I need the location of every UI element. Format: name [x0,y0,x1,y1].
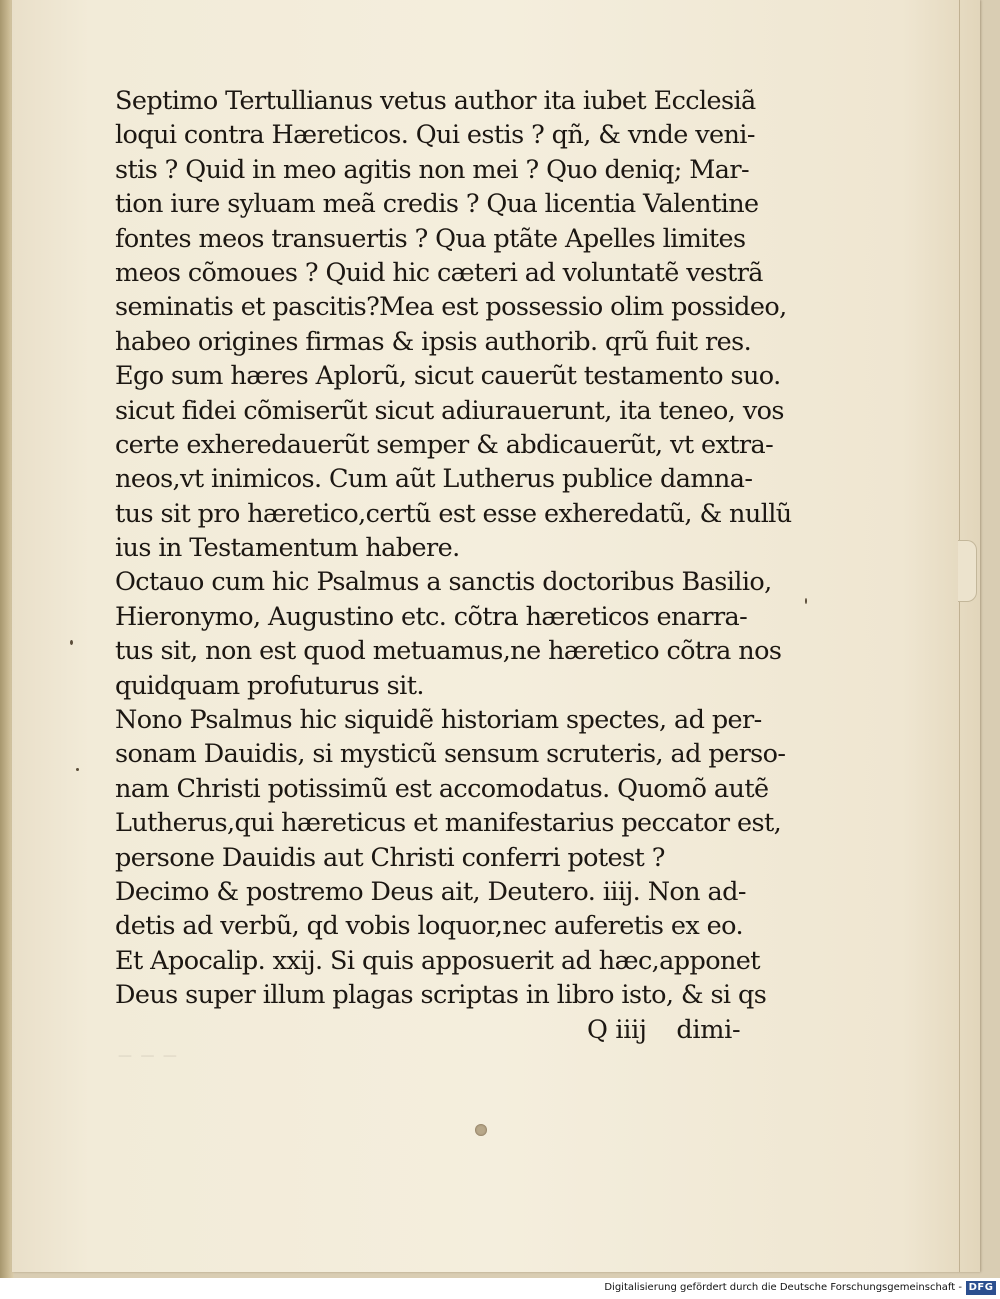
ink-speck [70,640,73,645]
footer-bar [0,1278,1000,1299]
text-line: loqui contra Hæreticos. Qui estis ? qñ, & vnde veni- [115,120,755,151]
text-line: tus sit pro hæretico,certũ est esse exheredatũ, & nullũ [115,498,792,529]
signature-line [115,1013,795,1047]
text-line: tus sit, non est quod metuamus,ne hæretico cõtra nos [115,636,782,667]
text-line: fontes meos transuertis ? Qua ptãte Apelles limites [115,223,746,254]
text-line: sicut fidei cõmiserũt sicut adiurauerunt, ita teneo, vos [115,395,784,426]
text-line: quidquam profuturus sit. [115,670,424,701]
page-edge [959,0,960,1272]
text-line: Septimo Tertullianus vetus author ita iubet Ecclesiã [115,86,756,116]
text-line: Lutherus,qui hæreticus et manifestarius peccator est, [115,808,782,839]
text-line: Octauo cum hic Psalmus a sanctis doctoribus Basilio, [115,567,772,598]
text-line: ius in Testamentum habere. [115,533,460,564]
text-line: Nono Psalmus hic siquidẽ historiam spectes, ad per- [115,705,762,736]
dfg-logo[interactable]: DFG [966,1281,996,1295]
ink-speck [805,598,807,604]
text-line: tion iure syluam meã credis ? Qua licentia Valentine [115,189,759,220]
page-tab-edge [958,540,977,602]
text-line: nam Christi potissimũ est accomodatus. Quomõ autẽ [115,773,769,804]
text-line: persone Dauidis aut Christi conferri potest ? [115,842,665,873]
text-line: habeo origines firmas & ipsis authorib. qrũ fuit res. [115,326,752,357]
text-line: detis ad verbũ, qd vobis loquor,nec auferetis ex eo. [115,911,743,942]
text-line: Et Apocalip. xxij. Si quis apposuerit ad hæc,apponet [115,945,760,976]
text-line: sonam Dauidis, si mysticũ sensum scruteris, ad perso- [115,739,786,770]
paper-pinhole [475,1124,487,1136]
text-line: Ego sum hæres Aplorũ, sicut cauerũt testamento suo. [115,361,781,392]
text-line: seminatis et pascitis?Mea est possessio olim possideo, [115,292,787,323]
text-line: neos,vt inimicos. Cum aũt Lutherus publice damna- [115,464,753,495]
text-line: meos cõmoues ? Quid hic cæteri ad voluntatẽ vestrã [115,257,763,288]
text-line: stis ? Quid in meo agitis non mei ? Quo deniq; Mar- [115,154,749,185]
page-text [115,84,795,1047]
signature-mark: Q iiij [587,1014,647,1045]
text-line: Hieronymo, Augustino etc. cõtra hæreticos enarra- [115,601,748,632]
text-line: Deus super illum plagas scriptas in libro isto, & si qs [115,980,767,1011]
text-line: Decimo & postremo Deus ait, Deutero. iiij. Non ad- [115,876,746,907]
show-through-ink: — — — [118,1048,179,1064]
catchword: dimi- [676,1014,741,1045]
funding-credit: Digitalisierung gefördert durch die Deutsche Forschungsgemeinschaft - [604,1282,962,1293]
text-line: certe exheredauerũt semper & abdicauerũt, vt extra- [115,429,774,460]
ink-speck [76,768,79,771]
